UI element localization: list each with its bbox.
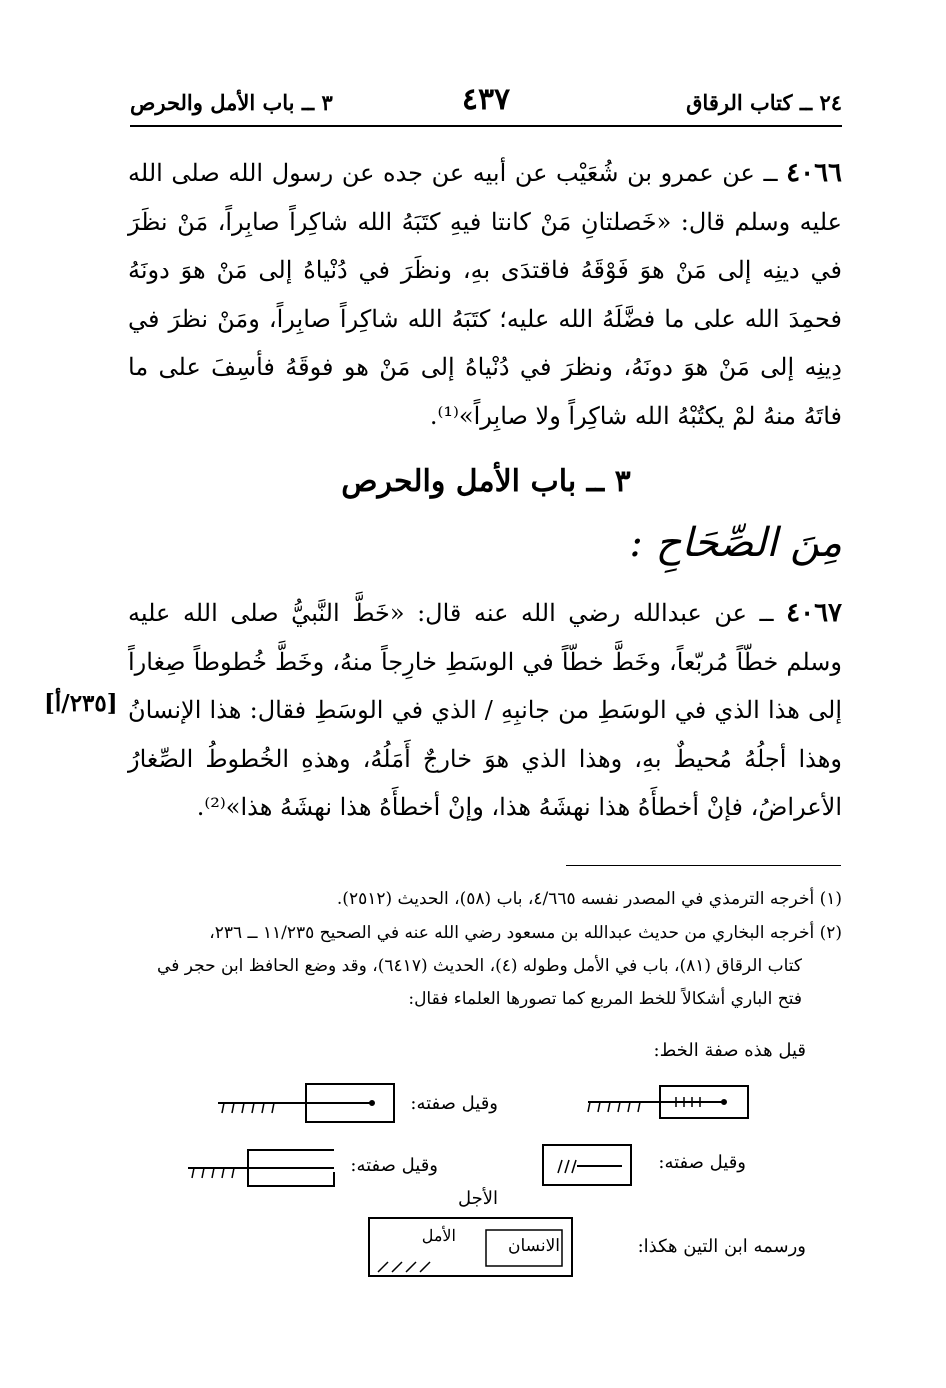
diagram-3 bbox=[543, 1145, 631, 1185]
diagram-label-4: وقيل صفته: bbox=[350, 1155, 438, 1176]
diagram-5-outer-box bbox=[369, 1218, 572, 1276]
chapter-title: ٣ ــ باب الأمل والحرص bbox=[341, 464, 631, 499]
header-chapter-title: ٣ ــ باب الأمل والحرص bbox=[130, 90, 333, 115]
diagram-5 bbox=[369, 1218, 572, 1276]
section-label: مِنَ الصِّحَاحِ : bbox=[629, 520, 842, 566]
diagram-2 bbox=[218, 1084, 394, 1122]
diagram-intro: قيل هذه صفة الخط: bbox=[653, 1040, 806, 1061]
footnote-2-line2: كتاب الرقاق (٨١)، باب في الأمل وطوله (٤)، الحديث (٦٤١٧)، وقد وضع الحافظ ابن حجر في فتح الباري أشكالاً للخط المربع كما تصورها العلماء فقال: bbox=[157, 956, 802, 1009]
hadith-text: ــ عن عمرو بن شُعَيْب عن أبيه عن جده عن رسول الله صلى الله عليه وسلم قال: «خَصلتانِ مَنْ كانتا فيهِ كتَبَهُ الله شاكِراً صابِراً، مَنْ نظَرَ في دينِه إلى مَنْ هوَ فَوْقَهُ فاقتدَى بهِ، ونظَرَ في دُنْياهُ إلى مَنْ هوَ دونَهُ فحمِدَ الله على ما فضَّلَهُ الله عليه؛ كتَبَهُ الله شاكِراً صابِراً، ومَنْ نظرَ في دِينِه إلى مَنْ هوَ دونَهُ، ونظرَ في دُنْياهُ إلى مَنْ هو فوقَهُ فأسِفَ على ما فاتَهُ منهُ لمْ يكتُبْهُ الله شاكِراً ولا صابِراً»⁽¹⁾. bbox=[128, 159, 842, 430]
header-book-title: ٢٤ ــ كتاب الرقاق bbox=[686, 90, 842, 115]
label-ajal: الأجل bbox=[457, 1188, 498, 1209]
hadith-number: ٤٠٦٧ bbox=[786, 598, 842, 628]
footnote-1: (١) أخرجه الترمذي في المصدر نفسه ٤/٦٦٥، باب (٥٨)، الحديث (٢٥١٢). bbox=[336, 889, 842, 909]
diagram-1 bbox=[588, 1086, 748, 1118]
diagram-label-2: وقيل صفته: bbox=[410, 1093, 498, 1114]
margin-reference: [٢٣٥/أ] bbox=[44, 690, 118, 717]
diagram-5-inner-box bbox=[486, 1230, 562, 1266]
page-number: ٤٣٧ bbox=[461, 82, 511, 117]
diagram-label-3: وقيل صفته: bbox=[658, 1152, 746, 1173]
label-insan: الانسان bbox=[508, 1236, 560, 1256]
diagram-label-5: ورسمه ابن التين هكذا: bbox=[637, 1236, 806, 1257]
label-amal: الأمل bbox=[421, 1226, 456, 1245]
hadith-number: ٤٠٦٦ bbox=[786, 158, 842, 188]
footnote-2-line1: (٢) أخرجه البخاري من حديث عبدالله بن مسعود رضي الله عنه في الصحيح ١١/٢٣٥ ــ ٢٣٦، bbox=[209, 923, 842, 943]
hadith-text: ــ عن عبدالله رضي الله عنه قال: «خَطَّ النَّبيُّ صلى الله عليه وسلم خطّاً مُربّعاً، وخَطَّ خطّاً في الوسَطِ خارِجاً منهُ، وخَطَّ خُطوطاً صِغاراً إلى هذا الذي في الوسَطِ من جانبِهِ / الذي في الوسَطِ فقال: هذا الإنسانُ وهذا أجلُهُ مُحيطٌ بهِ، وهذا الذي هوَ خارجٌ أَمَلُهُ، وهذهِ الخُطوطُ الصِّغارُ الأعراضُ، فإنْ أخطأَهُ هذا نهشَهُ هذا، وإنْ أخطأَهُ هذا نهشَهُ هذا»⁽²⁾. bbox=[128, 599, 842, 821]
diagram-4 bbox=[188, 1150, 334, 1186]
